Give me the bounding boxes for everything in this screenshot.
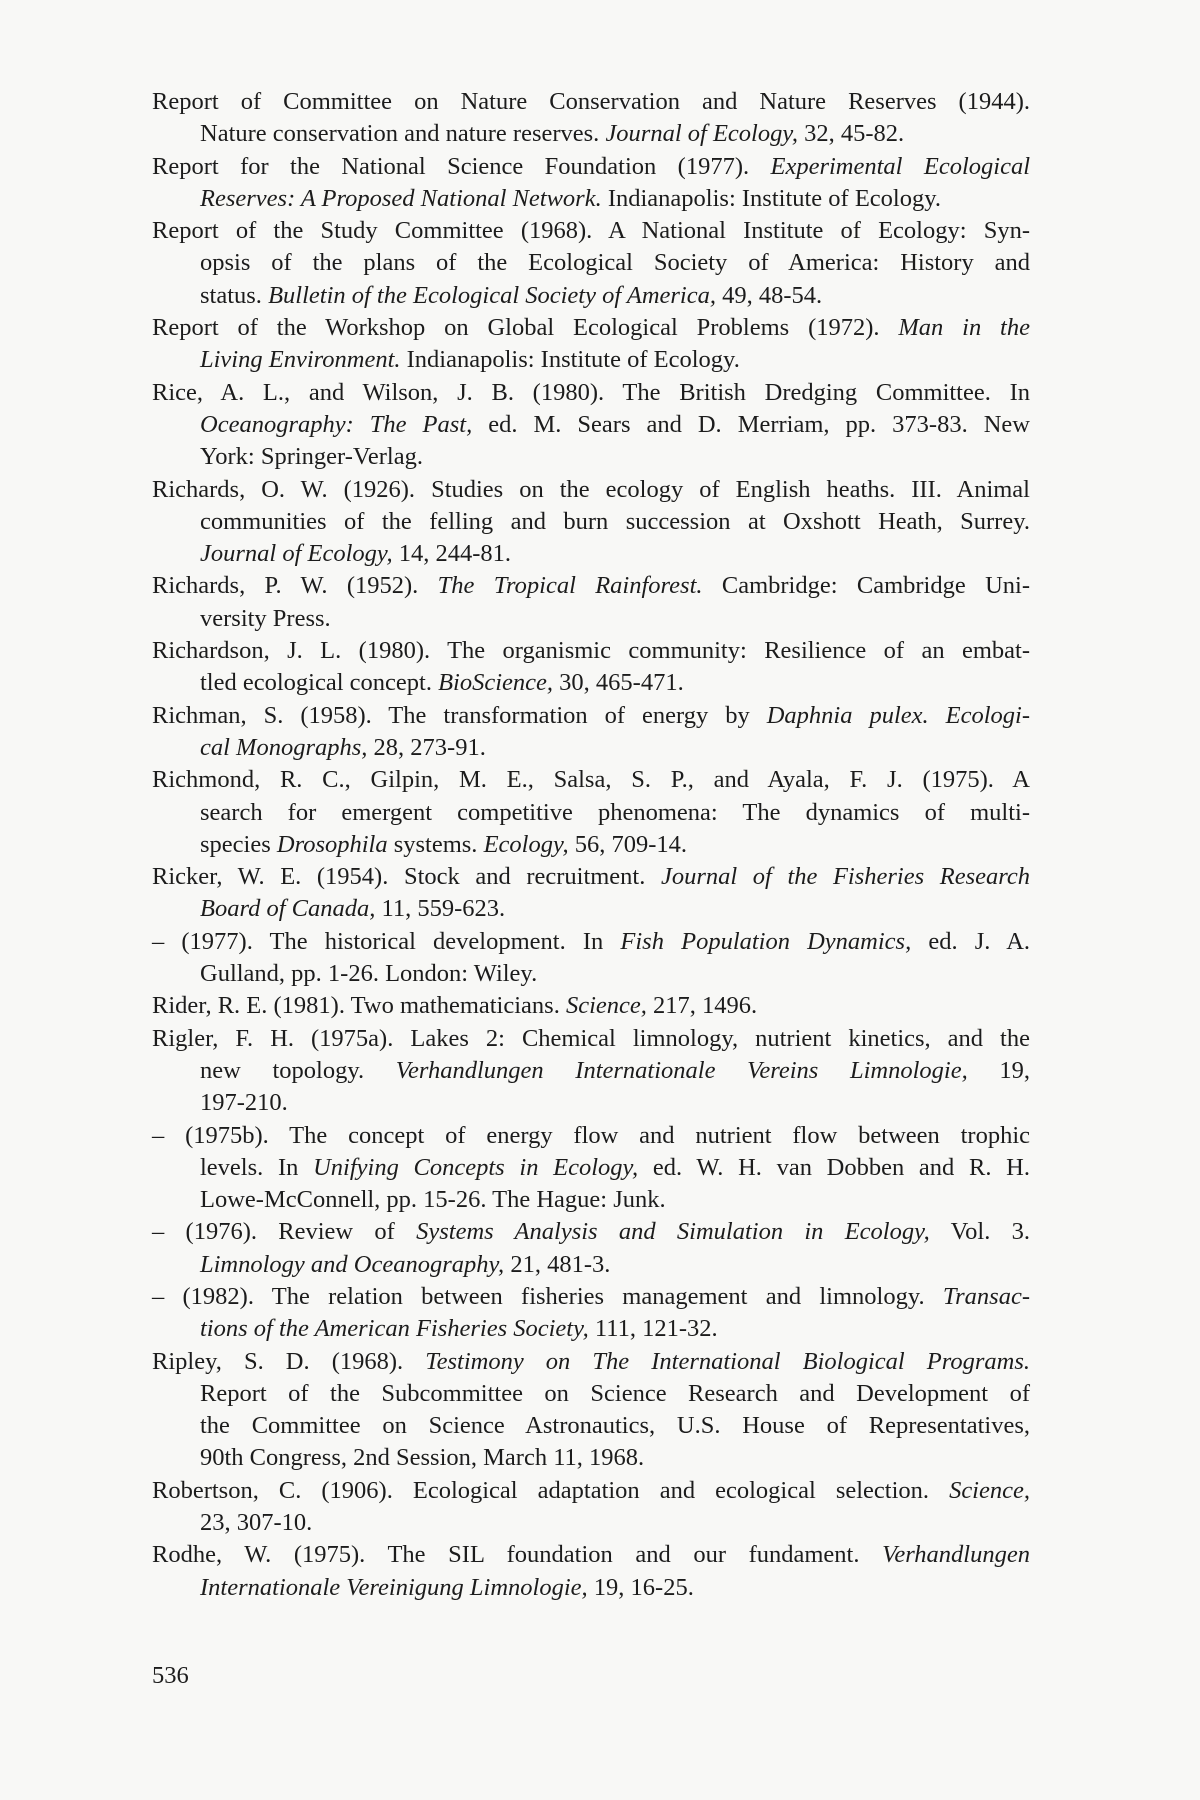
italic-title: Oceanography: The Past, (200, 410, 473, 438)
reference-line (152, 732, 1030, 764)
reference-line (152, 1442, 1030, 1474)
reference-line (152, 1539, 1030, 1571)
reference-line (152, 1184, 1030, 1216)
reference-text: York: Springer-Verlag. (200, 443, 423, 471)
reference-text: 111, 121-32. (588, 1315, 718, 1343)
reference-text: 197-210. (200, 1089, 288, 1117)
reference-entry (152, 1475, 1030, 1540)
reference-line (152, 1507, 1030, 1539)
reference-line (152, 1023, 1030, 1055)
reference-text: Gulland, pp. 1-26. London: Wiley. (200, 960, 538, 988)
reference-entry (152, 764, 1030, 861)
reference-text: – (1982). The relation between fisheries management and limnology. (152, 1282, 943, 1310)
italic-title: Reserves: A Proposed National Network. (200, 184, 602, 212)
italic-title: Verhandlungen (882, 1541, 1030, 1569)
reference-text: Ripley, S. D. (1968). (152, 1347, 426, 1375)
reference-line (152, 1410, 1030, 1442)
reference-line (152, 377, 1030, 409)
reference-text: levels. In (200, 1153, 314, 1181)
reference-entry (152, 635, 1030, 700)
reference-line (152, 1249, 1030, 1281)
reference-text: status. (200, 281, 269, 309)
reference-line (152, 183, 1030, 215)
reference-text: Robertson, C. (1906). Ecological adaptation and ecological selection. (152, 1476, 950, 1504)
italic-title: Ecology, (483, 830, 569, 858)
italic-title: tions of the American Fisheries Society, (200, 1315, 589, 1343)
reference-line (152, 570, 1030, 602)
reference-entry (152, 700, 1030, 765)
reference-text: Richmond, R. C., Gilpin, M. E., Salsa, S. P., and Ayala, F. J. (1975). A (152, 766, 1030, 794)
reference-text: Cambridge: Cambridge Uni- (702, 572, 1030, 600)
reference-entry (152, 570, 1030, 635)
reference-entry (152, 990, 1030, 1022)
italic-title: Verhandlungen Internationale Vereins Limnologie, (395, 1056, 968, 1084)
reference-line (152, 312, 1030, 344)
reference-line (152, 1281, 1030, 1313)
italic-title: Journal of the Fisheries Research (660, 863, 1030, 891)
reference-text: Richardson, J. L. (1980). The organismic community: Resilience of an embat- (152, 637, 1030, 665)
reference-text: Richman, S. (1958). The transformation of energy by (152, 701, 767, 729)
reference-line (152, 861, 1030, 893)
reference-line (152, 1475, 1030, 1507)
reference-line (152, 1055, 1030, 1087)
reference-entry (152, 377, 1030, 474)
reference-entry (152, 1120, 1030, 1217)
italic-title: Journal of Ecology, (605, 120, 799, 148)
reference-line (152, 635, 1030, 667)
reference-text: communities of the felling and burn succession at Oxshott Heath, Surrey. (200, 507, 1030, 535)
reference-line (152, 990, 1030, 1022)
reference-text: 19, (967, 1056, 1031, 1084)
reference-text: Rice, A. L., and Wilson, J. B. (1980). The British Dredging Committee. In (152, 378, 1030, 406)
reference-text: Report of the Study Committee (1968). A National Institute of Ecology: Syn- (152, 217, 1030, 245)
italic-title: Journal of Ecology, (200, 540, 393, 568)
reference-line (152, 118, 1030, 150)
reference-text: Richards, O. W. (1926). Studies on the ecology of English heaths. III. Animal (152, 475, 1030, 503)
reference-line (152, 474, 1030, 506)
reference-entry (152, 215, 1030, 312)
italic-title: Transac- (942, 1282, 1030, 1310)
reference-text: species (200, 830, 277, 858)
reference-text: new topology. (200, 1056, 396, 1084)
reference-text: Report for the National Science Foundation (1977). (152, 152, 771, 180)
reference-text: 30, 465-471. (553, 669, 684, 697)
reference-text: opsis of the plans of the Ecological Society of America: History and (200, 249, 1030, 277)
reference-line (152, 280, 1030, 312)
reference-entry (152, 861, 1030, 926)
reference-line (152, 441, 1030, 473)
reference-entry (152, 1281, 1030, 1346)
italic-title: BioScience, (438, 669, 554, 697)
reference-line (152, 958, 1030, 990)
reference-entry (152, 926, 1030, 991)
italic-title: Man in the (898, 314, 1030, 342)
reference-text: Nature conservation and nature reserves. (200, 120, 606, 148)
reference-line (152, 247, 1030, 279)
reference-list (152, 86, 1030, 1604)
italic-title: Bulletin of the Ecological Society of America, (268, 281, 716, 309)
reference-text: Report of the Workshop on Global Ecological Problems (1972). (152, 314, 899, 342)
reference-text: Indianapolis: Institute of Ecology. (400, 346, 740, 374)
reference-entry (152, 312, 1030, 377)
italic-title: Science, (565, 992, 647, 1020)
reference-line (152, 700, 1030, 732)
italic-title: Science, (949, 1476, 1030, 1504)
italic-title: Unifying Concepts in Ecology, (313, 1153, 639, 1181)
reference-entry (152, 86, 1030, 151)
reference-text: 11, 559-623. (375, 895, 506, 923)
reference-text: Ricker, W. E. (1954). Stock and recruitment. (152, 863, 661, 891)
italic-title: The Tropical Rainforest. (437, 572, 703, 600)
reference-line (152, 538, 1030, 570)
reference-text: Richards, P. W. (1952). (152, 572, 438, 600)
reference-text: Lowe-McConnell, pp. 15-26. The Hague: Junk. (200, 1186, 666, 1214)
reference-line (152, 1378, 1030, 1410)
reference-entry (152, 1539, 1030, 1604)
reference-line (152, 893, 1030, 925)
reference-entry (152, 151, 1030, 216)
reference-text: versity Press. (200, 604, 331, 632)
reference-entry (152, 474, 1030, 571)
reference-text: systems. (387, 830, 484, 858)
reference-text: ed. W. H. van Dobben and R. H. (638, 1153, 1030, 1181)
reference-text: – (1977). The historical development. In (152, 927, 621, 955)
reference-text: 217, 1496. (646, 992, 758, 1020)
reference-line (152, 603, 1030, 635)
reference-text: 23, 307-10. (200, 1509, 313, 1537)
reference-line (152, 215, 1030, 247)
reference-line (152, 1120, 1030, 1152)
reference-line (152, 797, 1030, 829)
reference-text: Vol. 3. (929, 1218, 1031, 1246)
italic-title: Board of Canada, (200, 895, 376, 923)
page-number: 536 (152, 1662, 189, 1689)
reference-line (152, 1346, 1030, 1378)
reference-line (152, 344, 1030, 376)
reference-entry (152, 1216, 1030, 1281)
reference-line (152, 1313, 1030, 1345)
reference-text: – (1976). Review of (152, 1218, 417, 1246)
reference-line (152, 1572, 1030, 1604)
reference-line (152, 151, 1030, 183)
italic-title: Experimental Ecological (770, 152, 1031, 180)
reference-text: ed. M. Sears and D. Merriam, pp. 373-83. New (472, 410, 1030, 438)
reference-line (152, 1087, 1030, 1119)
reference-text: 28, 273-91. (367, 733, 486, 761)
reference-text: 21, 481-3. (504, 1250, 611, 1278)
reference-text: 90th Congress, 2nd Session, March 11, 1968. (200, 1444, 645, 1472)
reference-text: 19, 16-25. (587, 1573, 694, 1601)
italic-title: Daphnia pulex. Ecologi- (766, 701, 1030, 729)
italic-title: Limnology and Oceanography, (200, 1250, 505, 1278)
reference-line (152, 764, 1030, 796)
italic-title: Drosophila (276, 830, 388, 858)
reference-text: Report of the Subcommittee on Science Research and Development of (200, 1379, 1030, 1407)
reference-text: 56, 709-14. (568, 830, 688, 858)
reference-line (152, 829, 1030, 861)
reference-line (152, 86, 1030, 118)
reference-text: Indianapolis: Institute of Ecology. (601, 184, 942, 212)
reference-text: Rodhe, W. (1975). The SIL foundation and our fundament. (152, 1541, 883, 1569)
reference-line (152, 926, 1030, 958)
reference-entry (152, 1346, 1030, 1475)
reference-line (152, 667, 1030, 699)
reference-line (152, 409, 1030, 441)
reference-text: the Committee on Science Astronautics, U.S. House of Representatives, (200, 1412, 1030, 1440)
reference-line (152, 506, 1030, 538)
reference-text: tled ecological concept. (200, 669, 439, 697)
italic-title: Internationale Vereinigung Limnologie, (200, 1573, 588, 1601)
italic-title: Testimony on The International Biological Programs. (425, 1347, 1031, 1375)
reference-text: Report of Committee on Nature Conservation and Nature Reserves (1944). (152, 88, 1030, 115)
reference-text: 32, 45-82. (798, 120, 905, 148)
reference-line (152, 1152, 1030, 1184)
italic-title: cal Monographs, (200, 733, 368, 761)
italic-title: Living Environment. (200, 346, 401, 374)
reference-line (152, 1216, 1030, 1248)
reference-text: – (1975b). The concept of energy flow and nutrient flow between trophic (152, 1121, 1030, 1149)
reference-text: 49, 48-54. (715, 281, 823, 309)
reference-text: ed. J. A. (911, 927, 1031, 955)
italic-title: Systems Analysis and Simulation in Ecology, (416, 1218, 930, 1246)
reference-text: 14, 244-81. (392, 540, 511, 568)
reference-text: Rider, R. E. (1981). Two mathematicians. (152, 992, 566, 1020)
reference-text: search for emergent competitive phenomena: The dynamics of multi- (200, 798, 1030, 826)
reference-entry (152, 1023, 1030, 1120)
reference-text: Rigler, F. H. (1975a). Lakes 2: Chemical limnology, nutrient kinetics, and the (152, 1024, 1030, 1052)
italic-title: Fish Population Dynamics, (620, 927, 912, 955)
